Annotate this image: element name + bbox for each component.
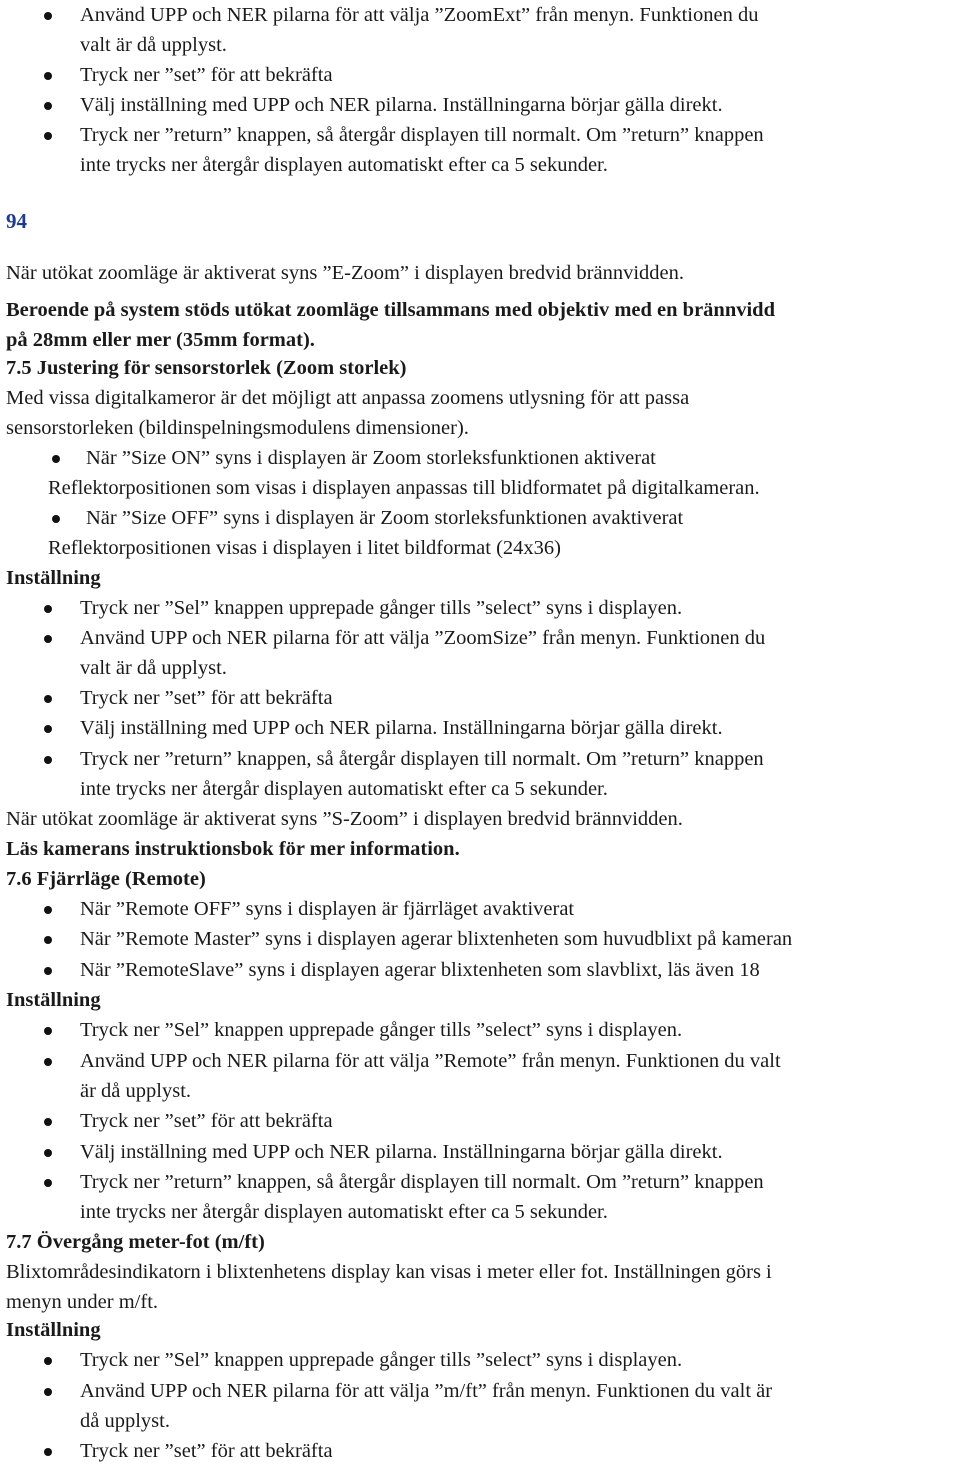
bold-text-line: 7.5 Justering för sensorstorlek (Zoom storlek) [6, 357, 407, 379]
bullet-icon [44, 695, 52, 703]
text-line: Med vissa digitalkameror är det möjligt att anpassa zoomens utlysning för att passa [6, 387, 690, 409]
bullet-icon [44, 1027, 52, 1035]
list-item: Tryck ner ”Sel” knappen upprepade gånger tills ”select” syns i displayen. [80, 1019, 683, 1041]
bullet-icon [44, 12, 52, 20]
text-line: inte trycks ner återgår displayen automatiskt efter ca 5 sekunder. [80, 1201, 608, 1223]
list-item: Välj inställning med UPP och NER pilarna. Inställningarna börjar gälla direkt. [80, 94, 723, 116]
text-line: När utökat zoomläge är aktiverat syns ”S-Zoom” i displayen bredvid brännvidden. [6, 808, 683, 830]
text-line: valt är då upplyst. [80, 34, 227, 56]
bullet-icon [44, 1058, 52, 1066]
list-item: Tryck ner ”set” för att bekräfta [80, 687, 333, 709]
bold-text-line: Beroende på system stöds utökat zoomläge tillsammans med objektiv med en brännvidd [6, 299, 775, 321]
bullet-icon [44, 1118, 52, 1126]
list-item: När ”Size ON” syns i displayen är Zoom storleksfunktionen aktiverat [86, 447, 656, 469]
list-item: Tryck ner ”set” för att bekräfta [80, 64, 333, 86]
text-line: menyn under m/ft. [6, 1291, 159, 1313]
bullet-icon [44, 132, 52, 140]
list-item: Tryck ner ”set” för att bekräfta [80, 1110, 333, 1132]
bullet-icon [44, 102, 52, 110]
list-item: Välj inställning med UPP och NER pilarna. Inställningarna börjar gälla direkt. [80, 1141, 723, 1163]
bullet-icon [44, 1448, 52, 1456]
bold-text-line: Inställning [6, 567, 101, 589]
text-line: Blixtområdesindikatorn i blixtenhetens display kan visas i meter eller fot. Inställningen görs i [6, 1261, 772, 1283]
list-item: Använd UPP och NER pilarna för att välja ”Remote” från menyn. Funktionen du valt [80, 1050, 781, 1072]
text-line: När utökat zoomläge är aktiverat syns ”E-Zoom” i displayen bredvid brännvidden. [6, 262, 684, 284]
list-item: När ”RemoteSlave” syns i displayen agerar blixtenheten som slavblixt, läs även 18 [80, 959, 760, 981]
list-item: När ”Remote Master” syns i displayen agerar blixtenheten som huvudblixt på kameran [80, 928, 793, 950]
text-line: inte trycks ner återgår displayen automatiskt efter ca 5 sekunder. [80, 154, 608, 176]
bullet-icon [44, 635, 52, 643]
list-item: När ”Remote OFF” syns i displayen är fjärrläget avaktiverat [80, 898, 575, 920]
text-line: är då upplyst. [80, 1080, 192, 1102]
list-item: När ”Size OFF” syns i displayen är Zoom storleksfunktionen avaktiverat [86, 507, 684, 529]
list-item: Tryck ner ”return” knappen, så återgår displayen till normalt. Om ”return” knappen [80, 124, 764, 146]
bullet-icon [44, 1179, 52, 1187]
list-item: Tryck ner ”return” knappen, så återgår displayen till normalt. Om ”return” knappen [80, 748, 764, 770]
bold-text-line: Läs kamerans instruktionsbok för mer information. [6, 838, 460, 860]
bullet-icon [44, 756, 52, 764]
bullet-icon [44, 605, 52, 613]
bullet-icon [44, 1388, 52, 1396]
bullet-icon [44, 906, 52, 914]
text-line: Reflektorpositionen visas i displayen i litet bildformat (24x36) [48, 537, 561, 559]
bold-text-line: Inställning [6, 989, 101, 1011]
list-item: Använd UPP och NER pilarna för att välja ”m/ft” från menyn. Funktionen du valt är [80, 1380, 773, 1402]
bold-text-line: Inställning [6, 1319, 101, 1341]
list-item: Använd UPP och NER pilarna för att välja ”ZoomSize” från menyn. Funktionen du [80, 627, 766, 649]
bullet-icon [44, 72, 52, 80]
list-item: Tryck ner ”Sel” knappen upprepade gånger tills ”select” syns i displayen. [80, 597, 683, 619]
text-line: Reflektorpositionen som visas i displayen anpassas till blidformatet på digitalkameran. [48, 477, 760, 499]
list-item: Använd UPP och NER pilarna för att välja ”ZoomExt” från menyn. Funktionen du [80, 4, 759, 26]
bullet-icon [44, 1149, 52, 1157]
text-line: då upplyst. [80, 1410, 170, 1432]
text-line: inte trycks ner återgår displayen automatiskt efter ca 5 sekunder. [80, 778, 608, 800]
list-item: Tryck ner ”return” knappen, så återgår displayen till normalt. Om ”return” knappen [80, 1171, 764, 1193]
list-item: Tryck ner ”set” för att bekräfta [80, 1440, 333, 1462]
text-line: sensorstorleken (bildinspelningsmodulens dimensioner). [6, 417, 469, 439]
bold-text-line: på 28mm eller mer (35mm format). [6, 329, 315, 351]
bullet-icon [44, 1357, 52, 1365]
bullet-icon [44, 725, 52, 733]
bold-text-line: 7.6 Fjärrläge (Remote) [6, 868, 206, 890]
bullet-icon [44, 967, 52, 975]
list-item: Tryck ner ”Sel” knappen upprepade gånger tills ”select” syns i displayen. [80, 1349, 683, 1371]
bullet-icon [52, 455, 60, 463]
page-number: 94 [6, 209, 27, 233]
bold-text-line: 7.7 Övergång meter-fot (m/ft) [6, 1231, 265, 1253]
bullet-icon [44, 936, 52, 944]
bullet-icon [52, 515, 60, 523]
list-item: Välj inställning med UPP och NER pilarna. Inställningarna börjar gälla direkt. [80, 717, 723, 739]
text-line: valt är då upplyst. [80, 657, 227, 679]
